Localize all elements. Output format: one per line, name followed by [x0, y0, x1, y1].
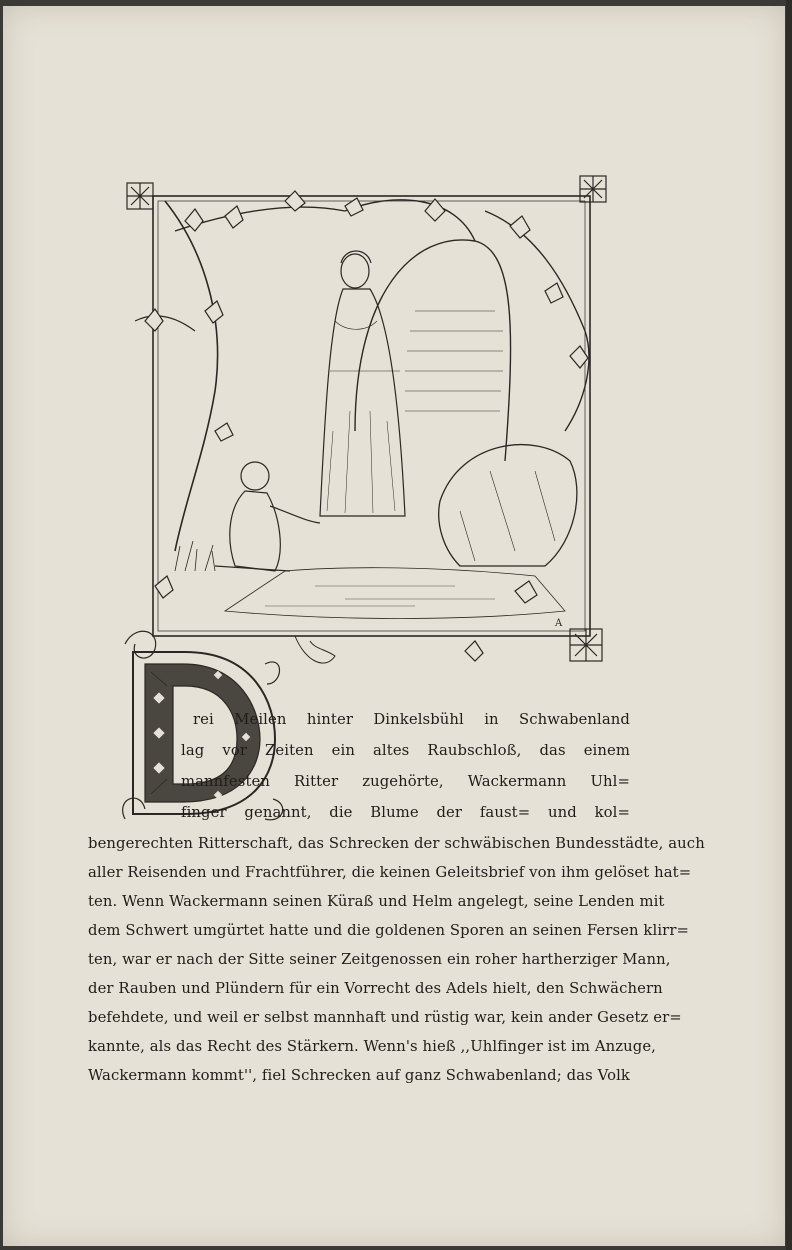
artist-monogram: A — [555, 618, 563, 629]
text-line-10: der Rauben und Plündern für ein Vorrecht des Adels hielt, den Schwächern — [88, 980, 663, 997]
scan-edge — [786, 0, 792, 1250]
text-line-8: dem Schwert umgürtet hatte und die goldenen Sporen an seinen Fersen klirr= — [88, 922, 690, 939]
corner-knot-icon — [580, 176, 606, 202]
illustration-frame — [153, 196, 590, 636]
text-line-11: befehdete, und weil er selbst mannhaft und rüstig war, kein ander Gesetz er= — [88, 1009, 682, 1026]
text-line-4: finger genannt, die Blume der faust= und kol= — [181, 804, 630, 821]
text-line-2: lag vor Zeiten ein altes Raubschloß, das einem — [181, 742, 630, 759]
text-line-1: rei Meilen hinter Dinkelsbühl in Schwabenland — [193, 711, 630, 728]
text-line-6: aller Reisenden und Frachtführer, die keinen Geleitsbrief von ihm gelöset hat= — [88, 864, 692, 881]
text-line-13: Wackermann kommt'', fiel Schrecken auf ganz Schwabenland; das Volk — [88, 1067, 630, 1084]
ribbon-ornament — [295, 636, 335, 663]
ivy-vine — [165, 201, 218, 551]
boulder — [439, 445, 577, 566]
text-line-5: bengerechten Ritterschaft, das Schrecken der schwäbischen Bundesstädte, auch — [88, 835, 705, 852]
text-line-3: mannfesten Ritter zugehörte, Wackermann Uhl= — [181, 773, 630, 790]
text-line-9: ten, war er nach der Sitte seiner Zeitgenossen ein roher hartherziger Mann, — [88, 951, 671, 968]
standing-woman-figure — [320, 251, 405, 516]
spring-water — [225, 568, 565, 619]
grass-tuft — [175, 541, 215, 571]
cave-arch — [355, 240, 511, 461]
text-line-7: ten. Wenn Wackermann seinen Küraß und Helm angelegt, seine Lenden mit — [88, 893, 665, 910]
corner-knot-icon — [570, 629, 602, 661]
book-page — [3, 6, 785, 1246]
corner-knot-icon — [127, 183, 153, 209]
kneeling-child-figure — [215, 462, 320, 571]
text-line-12: kannte, als das Recht des Stärkern. Wenn's hieß ,,Uhlfinger ist im Anzuge, — [88, 1038, 656, 1055]
illustration-engraving — [115, 171, 620, 681]
